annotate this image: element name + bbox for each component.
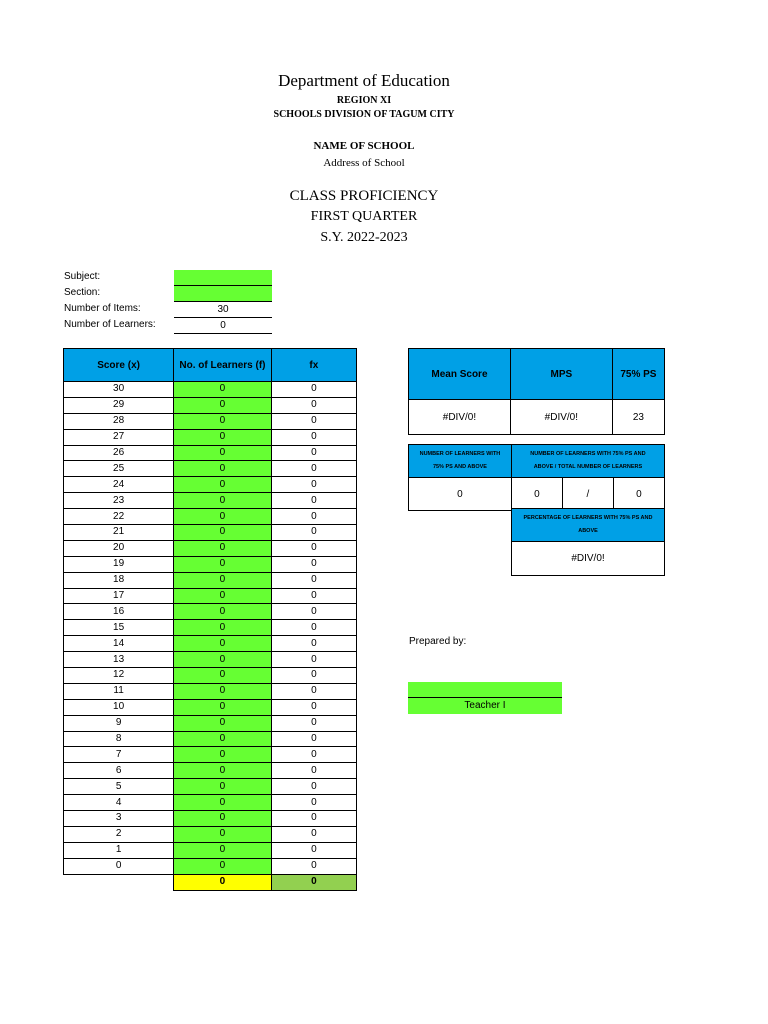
- fx-cell: 0: [271, 636, 356, 652]
- table-row: [64, 747, 357, 763]
- score-cell: 8: [64, 731, 174, 747]
- table-row: [64, 572, 357, 588]
- percentage-table: [511, 508, 665, 576]
- count-header-line1: NUMBER OF LEARNERS WITH: [419, 451, 501, 457]
- percentage-value: #DIV/0!: [512, 542, 665, 576]
- fx-cell: 0: [271, 826, 356, 842]
- score-cell: 19: [64, 556, 174, 572]
- mps-value: #DIV/0!: [510, 400, 612, 435]
- score-cell: 6: [64, 763, 174, 779]
- learners-count-cell[interactable]: 0: [174, 747, 271, 763]
- table-row: [64, 715, 357, 731]
- school-name: NAME OF SCHOOL: [313, 140, 415, 152]
- score-cell: 17: [64, 588, 174, 604]
- report-title: CLASS PROFICIENCY: [289, 188, 439, 204]
- school-year-label: S.Y. 2022-2023: [320, 230, 408, 245]
- fx-cell: 0: [271, 858, 356, 874]
- fx-cell: 0: [271, 715, 356, 731]
- percentage-header-line2: ABOVE: [578, 528, 598, 534]
- table-row: [64, 461, 357, 477]
- ps-value: 23: [612, 400, 664, 435]
- score-cell: 20: [64, 540, 174, 556]
- fx-cell: 0: [271, 747, 356, 763]
- learners-count-cell[interactable]: 0: [174, 858, 271, 874]
- learners-count-cell[interactable]: 0: [174, 413, 271, 429]
- total-blank: [64, 874, 174, 890]
- score-cell: 30: [64, 382, 174, 398]
- table-row: [64, 699, 357, 715]
- ratio-header-line2: ABOVE / TOTAL NUMBER OF LEARNERS: [533, 464, 643, 470]
- score-cell: 9: [64, 715, 174, 731]
- learners-count-cell[interactable]: 0: [174, 525, 271, 541]
- score-cell: 10: [64, 699, 174, 715]
- items-label: Number of Items:: [64, 303, 141, 314]
- table-row: [64, 636, 357, 652]
- mps-header: MPS: [510, 349, 612, 400]
- learners-count-cell[interactable]: 0: [174, 668, 271, 684]
- fx-cell: 0: [271, 572, 356, 588]
- fx-cell: 0: [271, 811, 356, 827]
- learners-label: Number of Learners:: [64, 319, 156, 330]
- fx-cell: 0: [271, 668, 356, 684]
- learners-count-cell[interactable]: 0: [174, 572, 271, 588]
- fx-cell: 0: [271, 588, 356, 604]
- score-cell: 12: [64, 668, 174, 684]
- score-cell: 14: [64, 636, 174, 652]
- ratio-numerator: 0: [511, 478, 562, 511]
- learners-count-cell[interactable]: 0: [174, 445, 271, 461]
- score-cell: 25: [64, 461, 174, 477]
- score-cell: 29: [64, 397, 174, 413]
- learners-count-cell[interactable]: 0: [174, 811, 271, 827]
- fx-header: fx: [271, 349, 356, 382]
- score-cell: 5: [64, 779, 174, 795]
- table-row: [64, 397, 357, 413]
- fx-cell: 0: [271, 382, 356, 398]
- score-cell: 23: [64, 493, 174, 509]
- table-row: [64, 858, 357, 874]
- learners-count-cell[interactable]: 0: [174, 540, 271, 556]
- learners-field[interactable]: 0: [174, 318, 272, 334]
- score-cell: 27: [64, 429, 174, 445]
- fx-cell: 0: [271, 779, 356, 795]
- count-value: 0: [409, 478, 512, 511]
- table-row: [64, 842, 357, 858]
- table-row: [64, 556, 357, 572]
- fx-cell: 0: [271, 683, 356, 699]
- learners-count-cell[interactable]: 0: [174, 588, 271, 604]
- fx-cell: 0: [271, 445, 356, 461]
- table-row: [64, 668, 357, 684]
- proficiency-table: [408, 444, 665, 511]
- score-cell: 2: [64, 826, 174, 842]
- score-frequency-table: [63, 348, 357, 891]
- learners-count-cell[interactable]: 0: [174, 461, 271, 477]
- learners-count-cell[interactable]: 0: [174, 842, 271, 858]
- table-row: [64, 509, 357, 525]
- score-cell: 15: [64, 620, 174, 636]
- count-header: [409, 445, 512, 478]
- fx-cell: 0: [271, 413, 356, 429]
- signatory-name-field[interactable]: [408, 682, 562, 698]
- fx-cell: 0: [271, 842, 356, 858]
- fx-cell: 0: [271, 493, 356, 509]
- table-row: [64, 540, 357, 556]
- quarter-label: FIRST QUARTER: [310, 209, 418, 224]
- learners-count-cell[interactable]: 0: [174, 763, 271, 779]
- total-fx-cell: 0: [271, 874, 356, 890]
- learners-count-cell[interactable]: 0: [174, 382, 271, 398]
- subject-field[interactable]: [174, 270, 272, 286]
- learners-count-cell[interactable]: 0: [174, 493, 271, 509]
- table-row: [64, 445, 357, 461]
- count-header-line2: 75% PS AND ABOVE: [432, 464, 487, 470]
- fx-cell: 0: [271, 763, 356, 779]
- items-field[interactable]: 30: [174, 302, 272, 318]
- table-row: [64, 683, 357, 699]
- table-row: [64, 811, 357, 827]
- fx-cell: 0: [271, 397, 356, 413]
- fx-cell: 0: [271, 509, 356, 525]
- learners-count-cell[interactable]: 0: [174, 795, 271, 811]
- ratio-header: [511, 445, 664, 478]
- fx-cell: 0: [271, 795, 356, 811]
- fx-cell: 0: [271, 699, 356, 715]
- learners-count-cell[interactable]: 0: [174, 652, 271, 668]
- total-learners-cell: 0: [174, 874, 271, 890]
- learners-count-cell[interactable]: 0: [174, 620, 271, 636]
- fx-cell: 0: [271, 540, 356, 556]
- score-cell: 26: [64, 445, 174, 461]
- mean-score-header: Mean Score: [409, 349, 511, 400]
- mean-score-value: #DIV/0!: [409, 400, 511, 435]
- fx-cell: 0: [271, 525, 356, 541]
- table-row: [64, 413, 357, 429]
- summary-stats-table: [408, 348, 665, 435]
- score-cell: 3: [64, 811, 174, 827]
- score-cell: 13: [64, 652, 174, 668]
- division-label: SCHOOLS DIVISION OF TAGUM CITY: [273, 109, 455, 120]
- prepared-by-label: Prepared by:: [409, 636, 467, 647]
- learners-count-cell[interactable]: 0: [174, 699, 271, 715]
- fx-cell: 0: [271, 604, 356, 620]
- learners-count-cell[interactable]: 0: [174, 683, 271, 699]
- table-row: [64, 493, 357, 509]
- learners-count-cell[interactable]: 0: [174, 556, 271, 572]
- ratio-denominator: 0: [613, 478, 664, 511]
- fx-cell: 0: [271, 477, 356, 493]
- fx-cell: 0: [271, 652, 356, 668]
- score-cell: 22: [64, 509, 174, 525]
- school-address: Address of School: [323, 157, 405, 169]
- section-field[interactable]: [174, 286, 272, 302]
- fx-cell: 0: [271, 620, 356, 636]
- fx-cell: 0: [271, 556, 356, 572]
- learners-count-cell[interactable]: 0: [174, 731, 271, 747]
- score-cell: 24: [64, 477, 174, 493]
- fx-cell: 0: [271, 731, 356, 747]
- ratio-separator: /: [562, 478, 613, 511]
- learners-count-cell[interactable]: 0: [174, 715, 271, 731]
- department-title: Department of Education: [278, 71, 450, 90]
- percentage-header-line1: PERCENTAGE OF LEARNERS WITH 75% PS AND: [523, 515, 653, 521]
- learners-count-cell[interactable]: 0: [174, 779, 271, 795]
- score-cell: 16: [64, 604, 174, 620]
- learners-count-cell[interactable]: 0: [174, 509, 271, 525]
- table-row: [64, 429, 357, 445]
- table-row: [64, 477, 357, 493]
- table-row: [64, 795, 357, 811]
- score-cell: 4: [64, 795, 174, 811]
- learners-count-cell[interactable]: 0: [174, 604, 271, 620]
- ps-header: 75% PS: [612, 349, 664, 400]
- score-cell: 7: [64, 747, 174, 763]
- score-header: Score (x): [64, 349, 174, 382]
- section-label: Section:: [64, 287, 101, 298]
- table-row: [64, 826, 357, 842]
- fx-cell: 0: [271, 429, 356, 445]
- table-row: [64, 620, 357, 636]
- learners-header: No. of Learners (f): [174, 349, 271, 382]
- table-row: [64, 763, 357, 779]
- table-row: [64, 588, 357, 604]
- percentage-header: [512, 509, 665, 542]
- table-row: [64, 779, 357, 795]
- score-cell: 0: [64, 858, 174, 874]
- table-row: [64, 731, 357, 747]
- learners-count-cell[interactable]: 0: [174, 397, 271, 413]
- learners-count-cell[interactable]: 0: [174, 636, 271, 652]
- score-cell: 18: [64, 572, 174, 588]
- learners-count-cell[interactable]: 0: [174, 477, 271, 493]
- score-cell: 28: [64, 413, 174, 429]
- table-row: [64, 525, 357, 541]
- signatory-position: Teacher I: [408, 698, 562, 714]
- score-cell: 21: [64, 525, 174, 541]
- score-cell: 1: [64, 842, 174, 858]
- learners-count-cell[interactable]: 0: [174, 429, 271, 445]
- table-row: [64, 382, 357, 398]
- learners-count-cell[interactable]: 0: [174, 826, 271, 842]
- table-row: [64, 604, 357, 620]
- table-row: [64, 652, 357, 668]
- subject-label: Subject:: [64, 271, 101, 282]
- fx-cell: 0: [271, 461, 356, 477]
- ratio-header-line1: NUMBER OF LEARNERS WITH 75% PS AND: [530, 451, 646, 457]
- region-label: REGION XI: [336, 95, 392, 106]
- score-cell: 11: [64, 683, 174, 699]
